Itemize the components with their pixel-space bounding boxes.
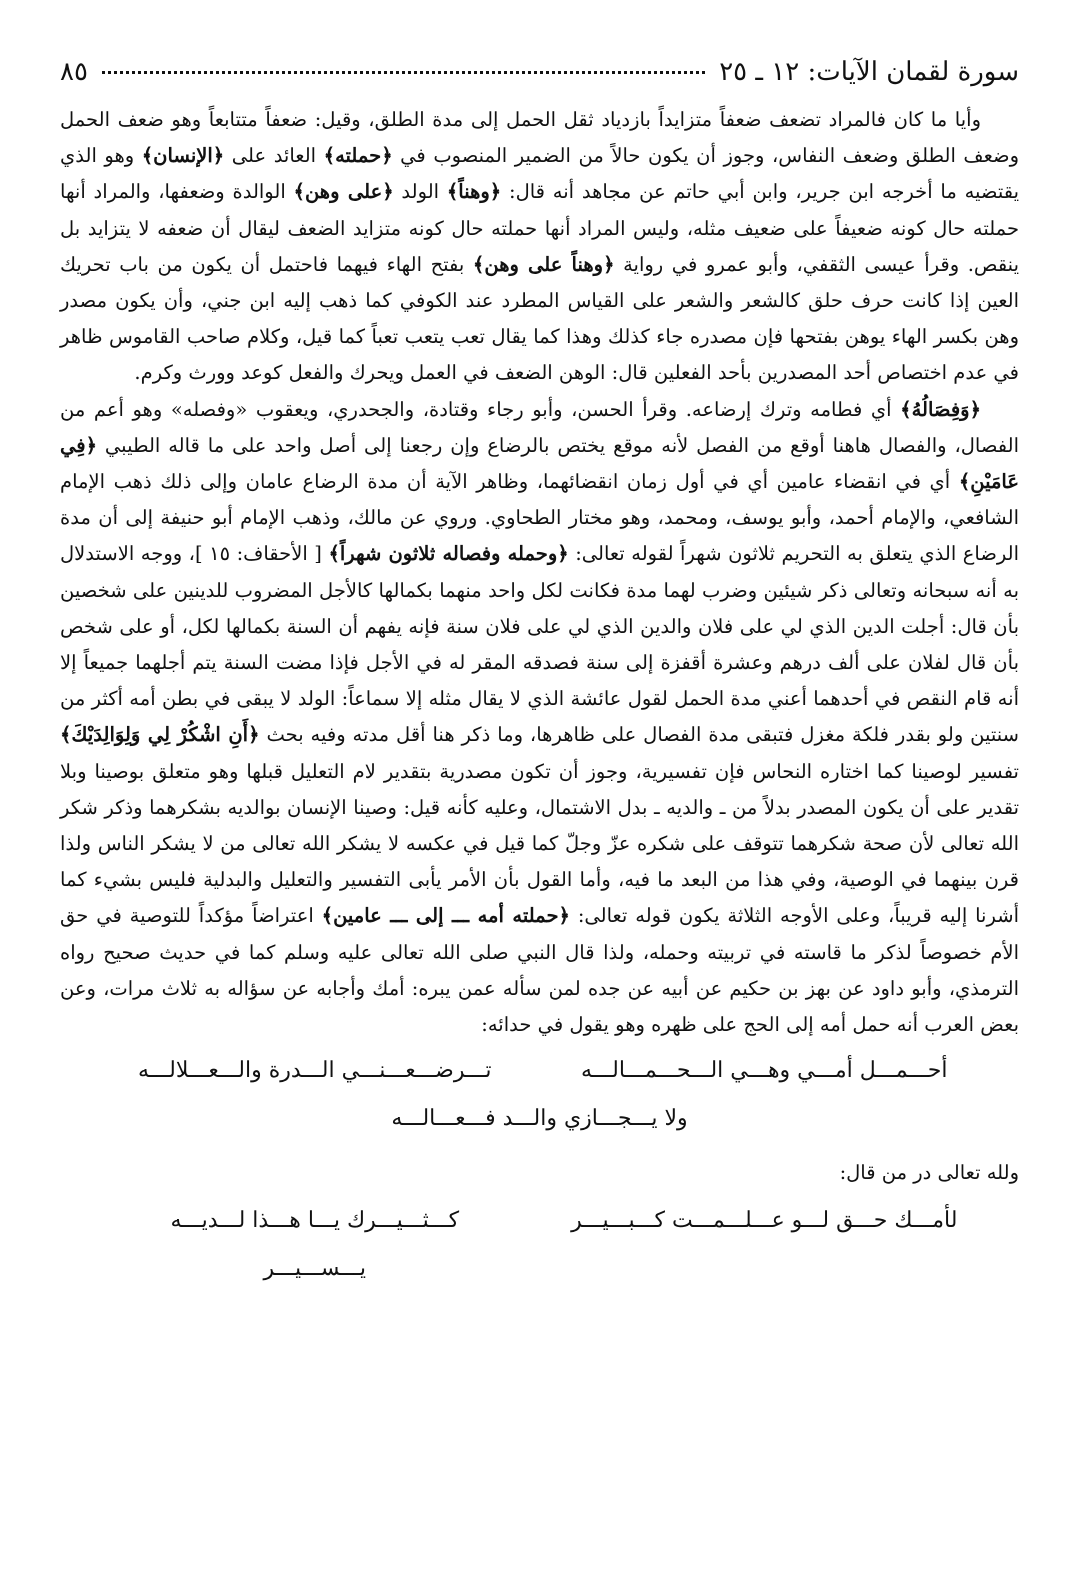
poem-hemistich: تـــرضـــعـــنـــي الـــدرة والـــعـــلالـــه [138, 1058, 492, 1084]
running-header [60, 52, 1019, 92]
page-number: ٨٥ [60, 57, 88, 87]
main-text [60, 102, 1019, 1043]
poem-line: ولا يـــجـــازي والـــد فـــعـــالـــه [391, 1106, 688, 1132]
quran-quote: ﴿فِي عَامَيْنِ﴾ [60, 433, 1019, 494]
leader-dots [102, 71, 705, 74]
text-run: وهو الذي يقتضيه ما أخرجه ابن جرير، وابن أبي حاتم عن مجاهد أنه قال: [60, 144, 1019, 204]
paragraph [60, 392, 1019, 1044]
text-run: الولد [393, 180, 447, 204]
quran-quote: ﴿وهناً على وهن﴾ [472, 252, 615, 276]
text-run: وأيا ما كان فالمراد تضعف ضعفاً متزايداً بازدياد ثقل الحمل إلى مدة الطلق، وقيل: ضعفاً متتابعاً وهو ضعف الحمل وضعف الطلق وضعف النفاس، وجوز أن يكون حالاً من الضمير المنصوب في [60, 108, 1019, 168]
quran-quote: ﴿حملته﴾ [323, 144, 393, 168]
quran-quote: ﴿على وهن﴾ [293, 180, 394, 204]
quran-quote: ﴿حملته أمه ـــ إلى ـــ عامين﴾ [321, 904, 570, 928]
poem-block-2 [120, 1197, 959, 1293]
paragraph [60, 102, 1019, 392]
poem-intro: ولله تعالى در من قال: [839, 1161, 1019, 1185]
text-run: أي فطامه وترك إرضاعه. وقرأ الحسن، وأبو رجاء وقتادة، والجحدري، ويعقوب «وفصله» وهو أعم من الفصال، والفصال هاهنا أوقع من الفصل لأنه موقع يختص بالرضاع وإن رجعنا إلى أصل واحد على ما قاله الطيبي [60, 397, 1019, 457]
quran-quote: ﴿وهناً﴾ [446, 180, 502, 204]
text-run: اعتراضاً مؤكداً للتوصية في حق الأم خصوصاً لذكر ما قاسته في تربيته وحمله، ولذا قال النبي صلى الله تعالى عليه وسلم كما في حديث صحيح رواه الترمذي، وأبو داود عن بهز بن حكيم عن أبيه عن جده لمن سأله عمن يبره: أمك وأجابه عن سؤاله به ثلاث مرات، وعن بعض العرب أنه حمل أمه إلى الحج على ظهره وهو يقول في حدائه: [60, 904, 1019, 1037]
text-run: تفسير لوصينا كما اختاره النحاس فإن تفسيرية، وجوز أن تكون مصدرية بتقدير لام التعليل قبلها وهو متعلق بوصينا وبلا تقدير على أن يكون المصدر بدلاً من ـ والديه ـ بدل الاشتمال، وعليه كأنه قيل: وصينا الإنسان بوالديه بشكرهما وذكر شكر الله تعالى لأن صحة شكرهما تتوقف على شكره عزّ وجلّ كما قيل في عكسه لا يشكر الله تعالى من لا يشكر الناس ولذا قرن بينهما في الوصية، وفي هذا من البعد ما فيه، وأما القول بأن الأمر يأبى التفسير والتعليل والبدلية فليس بشيء كما أشرنا إليه قريباً، وعلى الأوجه الثلاثة يكون قوله تعالى: [60, 759, 1019, 928]
text-run: بفتح الهاء فيهما فاحتمل أن يكون من باب تحريك العين إذا كانت حرف حلق كالشعر والشعر على القياس المطرد عند الكوفي كما ذهب إليه ابن جني، وأن يكون مصدر وهن بكسر الهاء يوهن بفتحها فإن مصدره جاء كذلك وهذا كما يقال تعب يتعب تعباً كما قيل، وكلام صاحب القاموس ظاهر في عدم اختصاص أحد المصدرين بأحد الفعلين قال: الوهن الضعف في العمل ويحرك والفعل كوعد وورث وكرم. [60, 252, 1019, 385]
poem-hemistich: أحـــمـــل أمـــي وهـــي الـــحـــمـــالـــه [581, 1058, 948, 1084]
quran-quote: ﴿وَفِصَالُهُ﴾ [900, 397, 981, 421]
quran-quote: ﴿الإنسان﴾ [141, 144, 225, 168]
poem-block-1 [120, 1047, 959, 1143]
text-run: [ الأحقاف: ١٥ ]، ووجه الاستدلال به أنه سبحانه وتعالى ذكر شيئين وضرب لهما مدة فكانت لكل واحد منهما بكمالها كالأجل المضروب للدينين على شخصين بأن قال: أجلت الدين الذي لي على فلان والدين الذي لي على فلان سنة فإنه يفهم أن السنة بكمالها لكل، أو على شخص بأن قال لفلان على ألف درهم وعشرة أقفزة إلى سنة فصدقه المقر له في الأجل فإذا مضت السنة يتم أجلهما جميعاً إلا أنه قام النقص في أحدهما أعني مدة الحمل لقول عائشة الذي لا يقال مثله إلا سماعاً: الولد لا يبقى في بطن أمه أكثر من سنتين ولو بقدر فلكة مغزل فتبقى مدة الفصال على ظاهرها، وما ذكر هنا أقل مدته وفيه بحث [60, 542, 1020, 747]
chapter-title: سورة لقمان الآيات: ١٢ ـ ٢٥ [719, 57, 1019, 87]
quran-quote: ﴿أَنِ اشْكُرْ لِي وَلِوَالِدَيْكَ﴾ [60, 723, 260, 747]
quran-quote: ﴿وحمله وفصاله ثلاثون شهراً﴾ [328, 542, 569, 566]
poem-hemistich: لأمـــك حـــق لـــو عـــلـــمـــت كـــبـــيـــر [571, 1208, 958, 1234]
text-run: الوالدة وضعفها، والمراد أنها حملته حال كونه ضعيفاً على ضعيف مثله، وليس المراد أنها حملته حال كونه متزايد الضعف ليقال أن ضعفه لا يتزايد بل ينقص. وقرأ عيسى الثقفي، وأبو عمرو في رواية [60, 180, 1019, 276]
text-run: العائد على [224, 144, 324, 168]
poem-hemistich: كـــثـــيـــرك يـــا هـــذا لـــديـــه يـــســـيـــر [170, 1208, 460, 1282]
text-run: أي في انقضاء عامين أي في أول زمان انقضائهما، وظاهر الآية أن مدة الرضاع عامان وإلى ذلك ذهب الإمام الشافعي، والإمام أحمد، وأبو يوسف، ومحمد، وهو مختار الطحاوي. وروي عن مالك، وذهب الإمام أبو حنيفة إلى أن مدة الرضاع الذي يتعلق به التحريم ثلاثون شهراً لقوله تعالى: [60, 470, 1020, 566]
